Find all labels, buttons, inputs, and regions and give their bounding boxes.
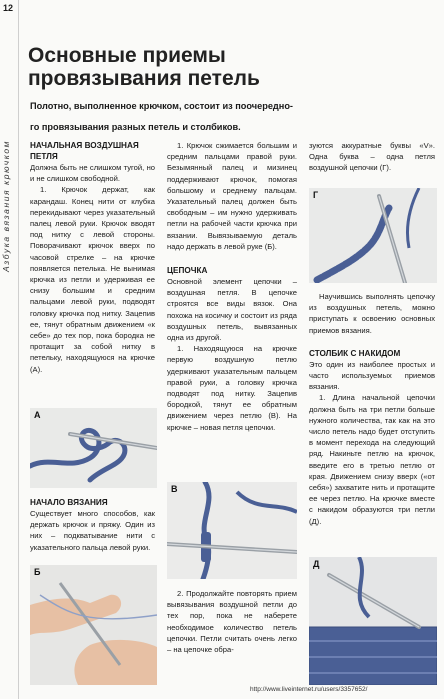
side-section-title: Азбука вязания крючком [1,139,11,272]
column-3-middle [309,291,435,527]
heading-chain-loop-line2: ПЕТЛЯ [30,152,58,161]
photo-v-drawing [167,482,297,579]
heading-chain: ЦЕПОЧКА [167,266,208,276]
col3-after-chain: Научившись выполнять цепочку из воздушных петель, можно приступать к освоению основных приемов вязания. [309,292,435,335]
photo-g-drawing [309,188,437,283]
col1-intro: Должна быть не слишком тугой, но и не слишком свободной. [30,163,155,184]
column-1-top [30,140,155,375]
photo-g-label: Г [313,190,319,200]
photo-a [30,408,157,488]
col2-chain-intro: Основной элемент цепочки – воздушная петля. В цепочке строятся все виды вязок. Она похожа на косичку и состоит из ряда воздушных петель, вывязанных одна из другой. [167,277,297,343]
column-2-top [167,140,297,433]
col1-start-text: Существует много способов, как держать крючок и пряжу. Один из них – подкватывание нити с указательного пальца левой руки. [30,509,155,552]
col3-dc-intro: Это один из наиболее простых и часто используемых приемов вязания. [309,359,435,392]
col2-hold-text: 1. Крючок сжимается большим и средним пальцами правой руки. Безымянный палец и мизинец поддерживают крючок, помогая большому и среднему пальцам. Указательный палец должен быть свободным – им нужно удерживать петли на рабочей части крючка при вязании. Вывязываемую деталь надо держать в левой руке (Б). [167,141,297,251]
photo-a-drawing [30,408,157,488]
title-line-2: провязывания петель [28,67,260,90]
photo-b [30,565,157,685]
col1-step1: 1. Крючок держат, как карандаш. Конец нити от клубка перекидывают через указательный палец левой руки. Крючок вводят под нитку с левой стороны. Поворачивают крючок вверх по часовой стрелке – на крючке появляется петелька. Не вынимая крючка из петли и удерживая ее снизу большим и средним пальцами левой руки, подводят головку крючка под нитку. Зацепив ее, тянут обратным движением «к себе» до тех пор, пока бородка не протащит за собой нитку в петельку, находящуюся на крючке (А). [30,185,155,374]
col3-v-text: зуются аккуратные буквы «V». Одна буква – одна петля воздушной цепочки (Г). [309,141,435,173]
photo-d-drawing [309,557,437,685]
source-url: http://www.liveinternet.ru/users/3357652/ [250,686,368,693]
page-title [28,44,260,90]
lead-line-2: го провязывания разных петель и столбиков. [30,122,241,132]
side-strip [0,0,19,699]
lead-line-1: Полотно, выполненное крючком, состоит из поочередно- [30,101,293,111]
photo-a-label: А [34,410,41,420]
photo-d [309,557,437,685]
heading-chain-loop-line1: НАЧАЛЬНАЯ ВОЗДУШНАЯ [30,141,139,150]
column-2-bottom [167,588,297,655]
heading-chain-loop [30,140,155,162]
col3-dc-step1: 1. Длина начальной цепочки должна быть на три петли больше нужного количества, так как на это число петель надо будет отступить в момент перехода на следующий ряд. Накиньте петлю на крючок, введите его в третью петлю от края. Движением снизу вверх («от себя») захватите нить и протащите ее через петлю. На крючке вместе с накидом образуются три петли (Д). [309,393,435,526]
column-3-top [309,140,435,174]
photo-v [167,482,297,579]
column-1-bottom [30,497,155,553]
photo-b-label: Б [34,567,41,577]
col2-chain-step2: 2. Продолжайте повторять прием вывязывания воздушной петли до тех пор, пока не наберете необходимое количество петель цепочки. Петли считать очень легко – на цепочке обра- [167,589,297,655]
lead-paragraph [30,96,330,138]
page-number: 12 [3,3,14,13]
heading-start: НАЧАЛО ВЯЗАНИЯ [30,498,108,507]
col2-chain-step1: 1. Находящуюся на крючке первую воздушную петлю удерживают указательным пальцем правой руки, а головку крючка подводят под нитку. Зацепив бородкой, тянут ее обратным движением через петлю (В). На крючке – новая петля цепочки. [167,344,297,432]
photo-v-label: В [171,484,178,494]
photo-b-drawing [30,565,157,685]
title-line-1: Основные приемы [28,44,226,67]
photo-g [309,188,437,283]
photo-d-label: Д [313,559,320,569]
heading-double-crochet: СТОЛБИК С НАКИДОМ [309,348,401,358]
